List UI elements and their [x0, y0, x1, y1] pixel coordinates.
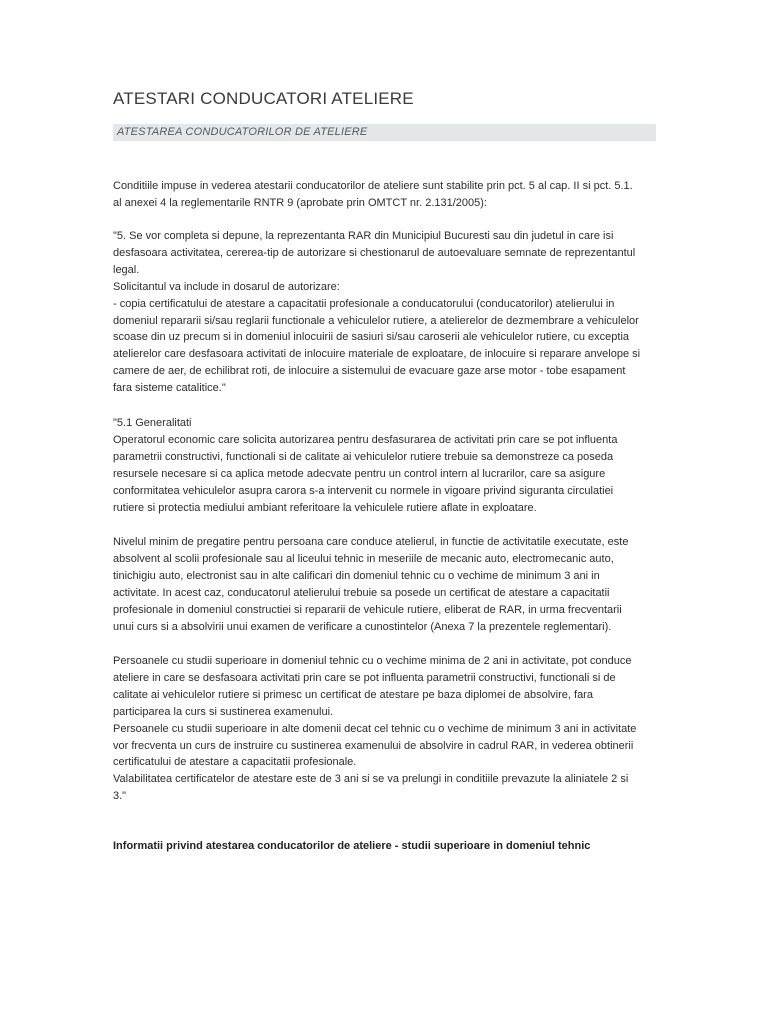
- text-line: 3.": [113, 790, 127, 803]
- text-line: Operatorul economic care solicita autorizarea pentru desfasurarea de activitati prin care se pot influenta: [113, 433, 618, 446]
- text-line: parametrii constructivi, functionali si de calitate ai vehiculelor rutiere trebuie sa demonstreze ca poseda: [113, 450, 614, 463]
- paragraph-minimum-training: [113, 534, 658, 635]
- text-line: fara sisteme catalitice.": [113, 382, 226, 395]
- text-line: resursele necesare si ca aplica metode adecvate pentru un control intern al lucrarilor, care sa asigure: [113, 467, 606, 480]
- text-line: "5. Se vor completa si depune, la reprezentanta RAR din Municipiul Bucuresti sau din judetul in care isi: [113, 230, 614, 242]
- text-line: unui curs si a absolvirii unui examen de verificare a cunostintelor (Anexa 7 la prezentele reglementari).: [113, 620, 612, 633]
- text-line: certificatului de atestare a capacitatii profesionale.: [113, 756, 357, 769]
- text-line: atelierelor care desfasoara activitati de inlocuire materiale de exploatare, de inlocuire si reparare anvelope si: [113, 348, 641, 361]
- text-line: scoase din uz precum si in domeniul inlocuirii de sasiuri si/sau caroserii ale vehiculelor rutiere, cu exceptia: [113, 331, 630, 344]
- text-line: calitate ai vehiculelor rutiere si primesc un certificat de atestare pe baza diplomei de absolvire, fara: [113, 688, 593, 701]
- text-line: camere de aer, de echilibrat roti, de inlocuire a sistemului de evacuare gaze arse motor - tobe esapament: [113, 365, 626, 378]
- closing-heading: Informatii privind atestarea conducatorilor de ateliere - studii superioare in domeniul tehnic: [113, 840, 591, 852]
- text-line: participarea la curs si sustinerea examenului.: [113, 705, 334, 718]
- text-line: domeniul repararii si/sau reglarii functionale a vehiculelor rutiere, a atelierelor de dezmembrare a vehiculelor: [113, 314, 639, 327]
- text-line: conformitatea vehiculelor asupra carora s-a intervenit cu normele in vigoare privind siguranta circulatiei: [113, 484, 614, 497]
- text-line: activitate. In acest caz, conducatorul atelierului trebuie sa posede un certificat de atestare a capacitatii: [113, 586, 610, 599]
- text-line: Solicitantul va include in dosarul de autorizare:: [113, 280, 340, 293]
- text-line: absolvent al scolii profesionale sau al liceului tehnic in meseriile de mecanic auto, electromecanic auto,: [113, 552, 614, 565]
- text-line: Persoanele cu studii superioare in alte domenii decat cel tehnic cu o vechime de minimum 3 ani in activitate: [113, 722, 637, 735]
- page-title: ATESTARI CONDUCATORI ATELIERE: [113, 89, 414, 108]
- text-line: Valabilitatea certificatelor de atestare este de 3 ani si se va prelungi in conditiile prevazute la aliniatele 2 si: [113, 773, 629, 786]
- text-line: al anexei 4 la reglementarile RNTR 9 (aprobate prin OMTCT nr. 2.131/2005):: [113, 196, 487, 209]
- text-line: Persoanele cu studii superioare in domeniul tehnic cu o vechime minima de 2 ani in activitate, pot conduce: [113, 655, 632, 667]
- paragraph-higher-education: [113, 653, 658, 805]
- text-line: - copia certificatului de atestare a capacitatii profesionale a conducatorului (conducatorilor) atelierului in: [113, 297, 615, 310]
- text-line: legal.: [113, 263, 140, 276]
- text-line: "5.1 Generalitati: [113, 417, 192, 429]
- text-line: rutiere si protectia mediului ambiant referitoare la vehiculele rutiere aflate in exploatare.: [113, 501, 537, 514]
- text-line: Nivelul minim de pregatire pentru persoana care conduce atelierul, in functie de activitatile executate, este: [113, 536, 629, 548]
- text-line: profesionale in domeniul constructiei si repararii de vehicule rutiere, eliberat de RAR, in urma frecventarii: [113, 603, 622, 616]
- section-header-bar: [113, 124, 656, 141]
- text-line: ateliere in care se desfasoara activitati prin care se pot influenta parametrii constructivi, functionali si de: [113, 671, 616, 684]
- text-line: Conditiile impuse in vederea atestarii conducatorilor de ateliere sunt stabilite prin pct. 5 al cap. II si pct. 5.1.: [113, 180, 633, 192]
- paragraph-intro: [113, 178, 658, 212]
- text-line: tinichigiu auto, electronist sau in alte calificari din domeniul tehnic cu o vechime de minimum 3 ani in: [113, 569, 600, 582]
- paragraph-article-5-1: [113, 415, 658, 516]
- text-line: vor frecventa un curs de instruire cu sustinerea examenului de absolvire in cadrul RAR, in vederea obtinerii: [113, 739, 634, 752]
- paragraph-article-5: [113, 228, 658, 397]
- section-subtitle: ATESTAREA CONDUCATORILOR DE ATELIERE: [117, 126, 368, 138]
- text-line: desfasoara activitatea, cererea-tip de autorizare si chestionarul de autoevaluare semnate de reprezentantul: [113, 246, 636, 259]
